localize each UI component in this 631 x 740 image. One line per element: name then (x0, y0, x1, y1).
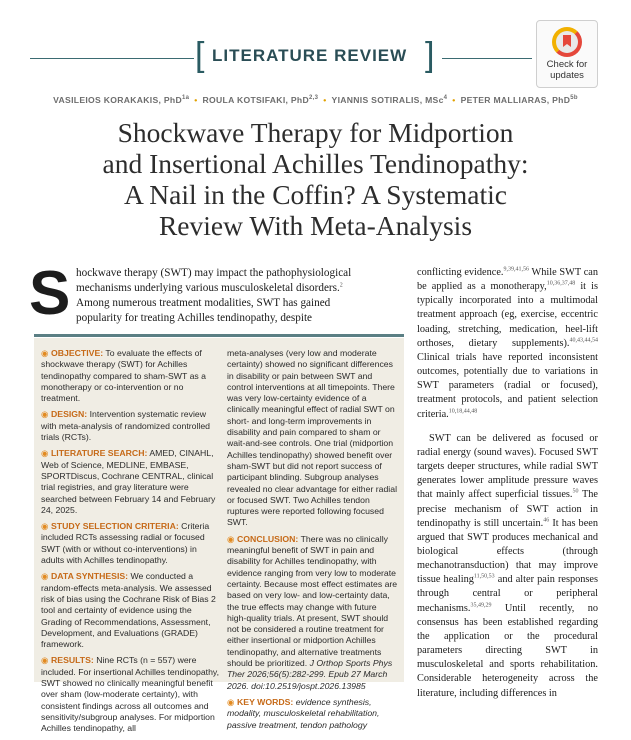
conclusion (227, 534, 398, 692)
author-separator: • (452, 95, 456, 105)
body-text: While SWT can be applied as a monotherapy, (417, 267, 598, 293)
bullet-icon: ◉ (41, 348, 51, 358)
citation-ref: 35,49,29 (470, 602, 492, 609)
body-paragraph (417, 432, 598, 701)
author-name: ROULA KOTSIFAKI, PhD (202, 95, 309, 105)
structured-abstract (34, 338, 404, 734)
abstract-section-label: RESULTS: (51, 655, 94, 666)
title-line: A Nail in the Coffin? A Systematic (124, 179, 507, 210)
bullet-icon: ◉ (227, 533, 235, 544)
abstract-right-column (227, 348, 398, 736)
abstract-section (41, 655, 220, 734)
intro-line: Among numerous treatment modalities, SWT has gained (76, 297, 331, 309)
section-rule-right (442, 58, 532, 59)
section-label: LITERATURE REVIEW (212, 46, 408, 65)
body-paragraph (417, 266, 598, 422)
author-name: YIANNIS SOTIRALIS, MSc (331, 95, 444, 105)
author-list (0, 95, 631, 105)
author-affiliation: 5b (570, 95, 578, 102)
citation-ref: 50 (572, 488, 579, 495)
article-title (30, 117, 601, 241)
body-text: SWT can be delivered as focused or radial energy (sound waves). Focused SWT targets deeper structures, while radial SWT generates lower amplitude pressure waves that mainly affect superficial tissues. (417, 432, 598, 501)
author-separator: • (323, 95, 327, 105)
abstract-section (41, 348, 220, 404)
author-separator: • (194, 95, 198, 105)
check-line-1: Check for (546, 59, 588, 70)
title-line: Shockwave Therapy for Midportion (117, 117, 514, 148)
section-bracket-close: ] (425, 36, 435, 74)
bookmark-icon (552, 27, 582, 57)
abstract-section (41, 521, 220, 566)
bullet-icon: ◉ (41, 655, 51, 666)
abstract-section-text: Intervention systematic review with meta-analysis of randomized controlled trials (RCTs). (41, 409, 211, 443)
bullet-icon: ◉ (227, 696, 235, 707)
section-bracket-open: [ (195, 36, 205, 74)
drop-cap: S (29, 259, 71, 328)
conclusion-label: CONCLUSION: (237, 533, 299, 544)
citation-ref: 40,43,44,54 (569, 337, 598, 344)
author-affiliation: 4 (443, 95, 448, 102)
conclusion-text: There was no clinically meaningful benefit of SWT in pain and disability for Achilles tendinopathy, with evidence ranging from very low to moderate certainty. Because most effect estimates are based on very low- and low-certainty data, the true effects may change with future high-quality trials. At present, SWT should not be considered a routine treatment for either insertional or midportion Achilles tendinopathy, and alternative treatments should be prioritized. (227, 533, 398, 669)
abstract-left-column (41, 348, 220, 740)
citation-ref: 11,50,53 (473, 573, 495, 580)
intro-line: hockwave therapy (SWT) may impact the pathophysiological (76, 267, 352, 279)
section-rule-left (30, 58, 194, 59)
abstract-section-label: DATA SYNTHESIS: (51, 571, 129, 582)
abstract-section-label: OBJECTIVE: (51, 348, 104, 358)
intro-line: popularity for treating Achilles tendinopathy, despite (76, 312, 313, 324)
body-text: It has been argued that SWT produces mechanical and biological effects (through mechanotransduction) that may improve tissue healing (417, 517, 598, 586)
body-text: conflicting evidence. (417, 267, 504, 278)
check-for-updates-badge[interactable] (536, 20, 598, 88)
body-text: and alter pain responses through central or peripheral mechanisms. (417, 574, 598, 614)
abstract-section-label: LITERATURE SEARCH: (51, 448, 148, 459)
author-name: VASILEIOS KORAKAKIS, PhD (53, 95, 182, 105)
keywords-text: evidence synthesis, modality, musculoskeletal rehabilitation, passive treatment, tendon pathology (227, 696, 380, 730)
abstract-section-text: AMED, CINAHL, Web of Science, MEDLINE, EMBASE, SPORTDiscus, Cochrane CENTRAL, clinical trial registries, and gray literature were searched between February 14 and February 24, 2025. (41, 448, 216, 515)
citation-ref: 10,36,37,48 (546, 280, 576, 287)
check-line-2: updates (550, 70, 584, 81)
title-line: and Insertional Achilles Tendinopathy: (102, 148, 529, 179)
body-text: Until recently, no consensus has been established regarding the application or the procedural parameters directing SWT in musculoskeletal and sports rehabilitation. Considerable heterogeneity across the literature, including differences in (417, 602, 598, 699)
abstract-section (41, 571, 220, 650)
results-continued: meta-analyses (very low and moderate certainty) showed no significant differences in disability or pain between SWT and control interventions at all timepoints. There was very low-certainty evidence of a clinically meaningful effect of radial SWT on short- and long-term improvements in disability and pain compared to sham or wait-and-see controls. One trial (midportion Achilles tendinopathy) showed benefit over sham-SWT but did not report success of participant blinding. Subgroup analyses revealed no clear advantage for either radial or focused SWT. Two Achilles tendon ruptures were reported following focused SWT. (227, 348, 397, 528)
abstract-top-rule (34, 334, 404, 337)
body-text: Clinical trials have reported inconsistent outcomes, potentially due to variations in SWT parameters (radial or focused), treatment protocols, and patient selection criteria. (417, 351, 598, 420)
citation-ref: 10,18,44,48 (448, 408, 478, 415)
citation: J Orthop Sports Phys Ther 2026;56(5):282-299. Epub 27 March 2026. doi:10.2519/jospt.2026.13985 (227, 658, 393, 691)
abstract-section (41, 409, 220, 443)
keywords (227, 697, 398, 731)
author-affiliation: 1a (181, 95, 190, 102)
keywords-label: KEY WORDS: (237, 696, 294, 707)
abstract-section-text: Nine RCTs (n = 557) were included. For insertional Achilles tendinopathy, SWT showed no clinically meaningful benefit over sham (low-moderate certainty), with consistent findings across all outcomes and sensitivity/subgroup analyses. For midportion Achilles tendinopathy, all (41, 655, 220, 734)
citation-ref: 46 (543, 517, 550, 524)
intro-line: mechanisms underlying various musculoskeletal disorders.$^2$ (76, 282, 343, 294)
body-text: it is typically incorporated into a multimodal treatment approach (eg, exercise, eccentric loading, stretching, medication, heel-lift orthoses, dietary supplements). (417, 281, 598, 349)
bullet-icon: ◉ (41, 448, 51, 459)
citation-ref: 9,39,41,56 (503, 266, 529, 273)
title-line: Review With Meta-Analysis (158, 210, 473, 241)
abstract-section-text: To evaluate the effects of shockwave therapy (SWT) for Achilles tendinopathy compared to sham-SWT as a monotherapy or co-intervention or no treatment. (41, 348, 206, 404)
bullet-icon: ◉ (41, 571, 51, 582)
abstract-section (41, 448, 220, 516)
bullet-icon: ◉ (41, 521, 51, 532)
body-column-right (417, 266, 598, 701)
abstract-section-text: Criteria included RCTs assessing radial or focused SWT (with or without co-interventions) in adults with Achilles tendinopathy. (41, 521, 210, 566)
author-affiliation: 2,3 (308, 95, 319, 102)
body-text: The precise mechanism of SWT action in tendinopathy is still uncertain. (417, 489, 598, 529)
abstract-section-text: We conducted a random-effects meta-analysis. We assessed risk of bias using the Cochrane Risk of Bias 2 tool and certainty of evidence using the Grading of Recommendations, Assessment, Development, and Evaluations (GRADE) framework. (41, 571, 216, 650)
abstract-section-label: STUDY SELECTION CRITERIA: (51, 521, 179, 532)
author-name: PETER MALLIARAS, PhD (460, 95, 571, 105)
abstract-section-label: DESIGN: (51, 409, 88, 420)
bullet-icon: ◉ (41, 409, 51, 420)
